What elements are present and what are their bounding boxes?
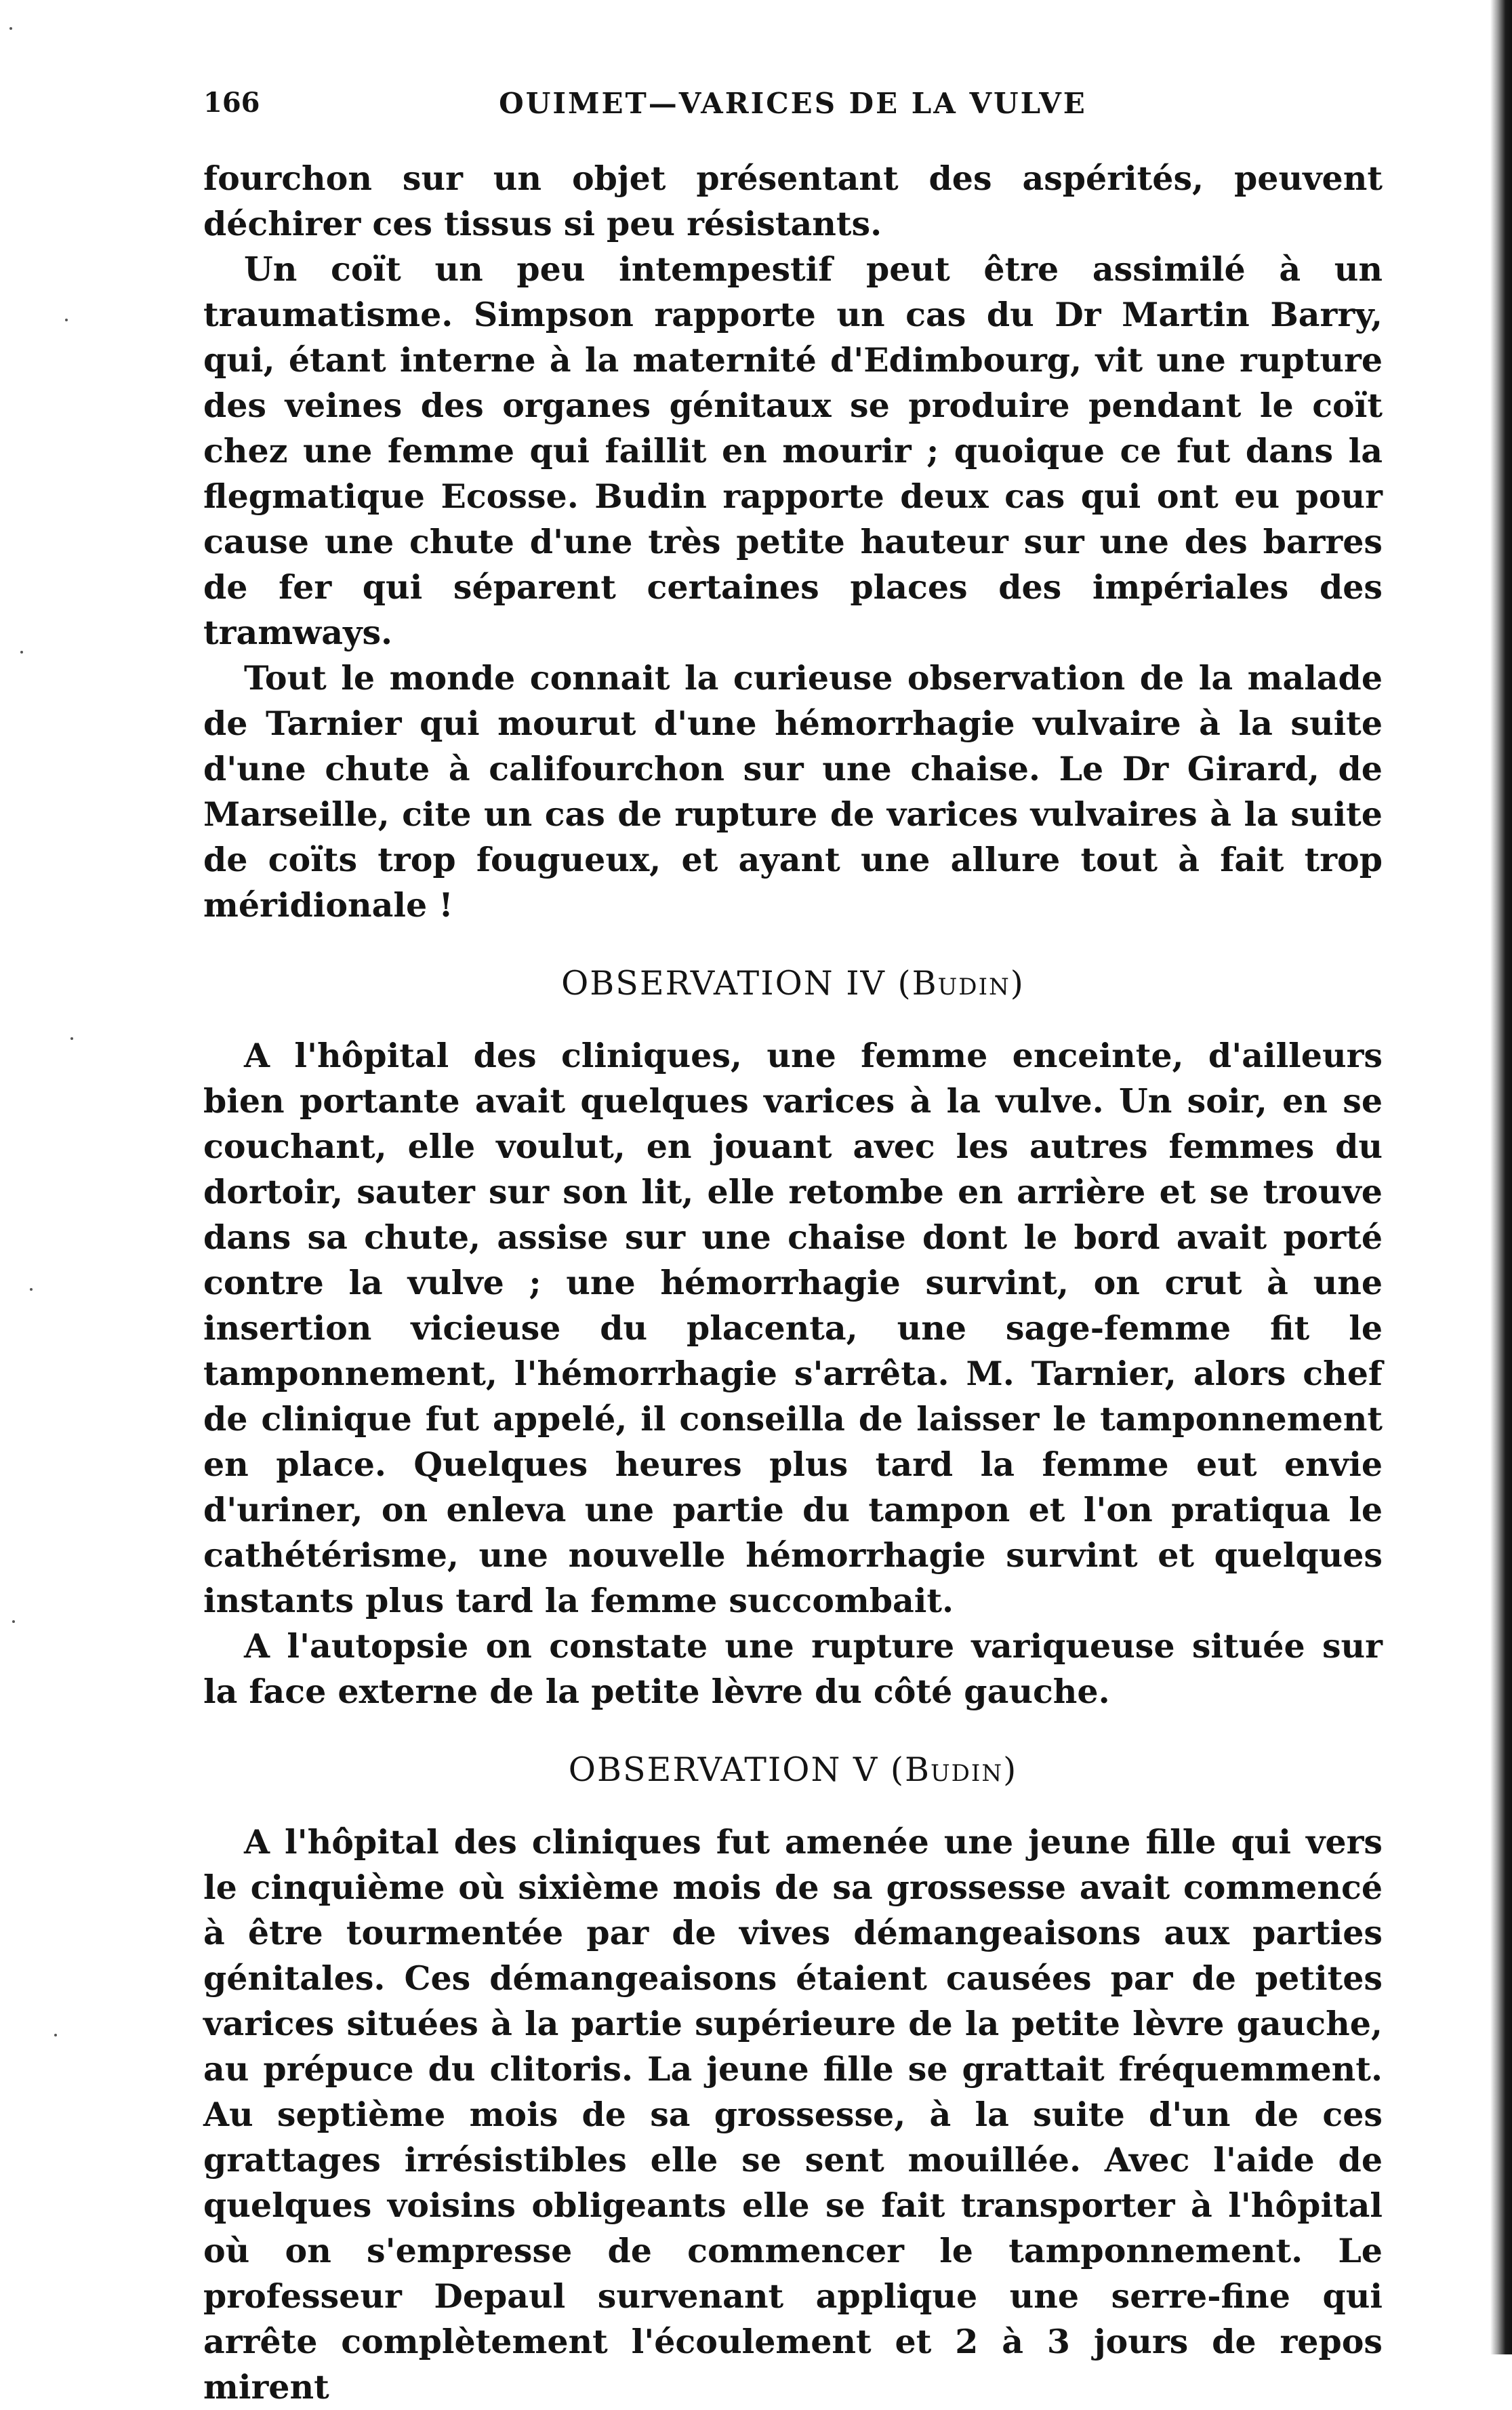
scan-speck: [9, 27, 12, 30]
scan-speck: [65, 319, 68, 321]
paragraph: A l'autopsie on constate une rupture variqueuse située sur la face externe de la petite lèvre du côté gauche.: [203, 1626, 1383, 1711]
scan-speck: [54, 2034, 57, 2036]
observation-5-title: OBSERVATION V: [568, 1750, 879, 1789]
paragraph: A l'hôpital des cliniques, une femme enceinte, d'ailleurs bien portante avait quelques varices à la vulve. Un soir, en se couchant, elle voulut, en jouant avec les autres femmes du dortoir, sauter sur son lit, elle retombe en arrière et se trouve dans sa chute, assise sur une chaise dont le bord avait porté contre la vulve ; une hémorrhagie survint, on crut à une insertion vicieuse du placenta, une sage-femme fit le tamponnement, l'hémorrhagie s'arrêta. M. Tarnier, alors chef de clinique fut appelé, il conseilla de laisser le tamponnement en place. Quelques heures plus tard la femme eut envie d'uriner, on enleva une partie du tampon et l'on pratiqua le cathétérisme, une nouvelle hémorrhagie survint et quelques instants plus tard la femme succombait.: [203, 1036, 1383, 1620]
scan-speck: [12, 1620, 15, 1623]
scan-speck: [20, 651, 23, 654]
observation-5-author: (Budin): [890, 1750, 1018, 1789]
scan-speck: [70, 1037, 73, 1040]
observation-5-heading: [203, 1747, 1383, 1792]
observation-4-title: OBSERVATION IV: [561, 964, 886, 1003]
scan-speck: [30, 1288, 33, 1291]
scan-binding-edge: [1490, 0, 1512, 2354]
running-title: OUIMET—VARICES DE LA VULVE: [499, 87, 1087, 120]
paragraph: A l'hôpital des cliniques fut amenée une jeune fille qui vers le cinquième où sixième mois de sa grossesse avait commencé à être tourmentée par de vives démangeaisons aux parties génitales. Ces démangeaisons étaient causées par de petites varices situées à la partie supérieure de la petite lèvre gauche, au prépuce du clitoris. La jeune fille se grattait fréquemment. Au septième mois de sa grossesse, à la suite d'un de ces grattages irrésistibles elle se sent mouillée. Avec l'aide de quelques voisins obligeants elle se fait transporter à l'hôpital où on s'empresse de commencer le tamponnement. Le professeur Depaul survenant applique une serre-fine qui arrête complètement l'écoulement et 2 à 3 jours de repos mirent: [203, 1822, 1383, 2407]
page-header: [203, 87, 1383, 141]
paragraph: Un coït un peu intempestif peut être assimilé à un traumatisme. Simpson rapporte un cas du Dr Martin Barry, qui, étant interne à la maternité d'Edimbourg, vit une rupture des veines des organes génitaux se produire pendant le coït chez une femme qui faillit en mourir ; quoique ce fut dans la flegmatique Ecosse. Budin rapporte deux cas qui ont eu pour cause une chute d'une très petite hauteur sur une des barres de fer qui séparent certaines places des impériales des tramways.: [203, 249, 1383, 652]
page-number: 166: [203, 87, 260, 119]
observation-4-author: (Budin): [897, 964, 1025, 1003]
paragraph: Tout le monde connait la curieuse observation de la malade de Tarnier qui mourut d'une hémorrhagie vulvaire à la suite d'une chute à califourchon sur une chaise. Le Dr Girard, de Marseille, cite un cas de rupture de varices vulvaires à la suite de coïts trop fougueux, et ayant une allure tout à fait trop méridionale !: [203, 658, 1383, 925]
body-text: [203, 156, 1383, 2410]
paragraph-continued: fourchon sur un objet présentant des aspérités, peuvent déchirer ces tissus si peu résistants.: [203, 159, 1383, 243]
observation-4-heading: [203, 961, 1383, 1006]
